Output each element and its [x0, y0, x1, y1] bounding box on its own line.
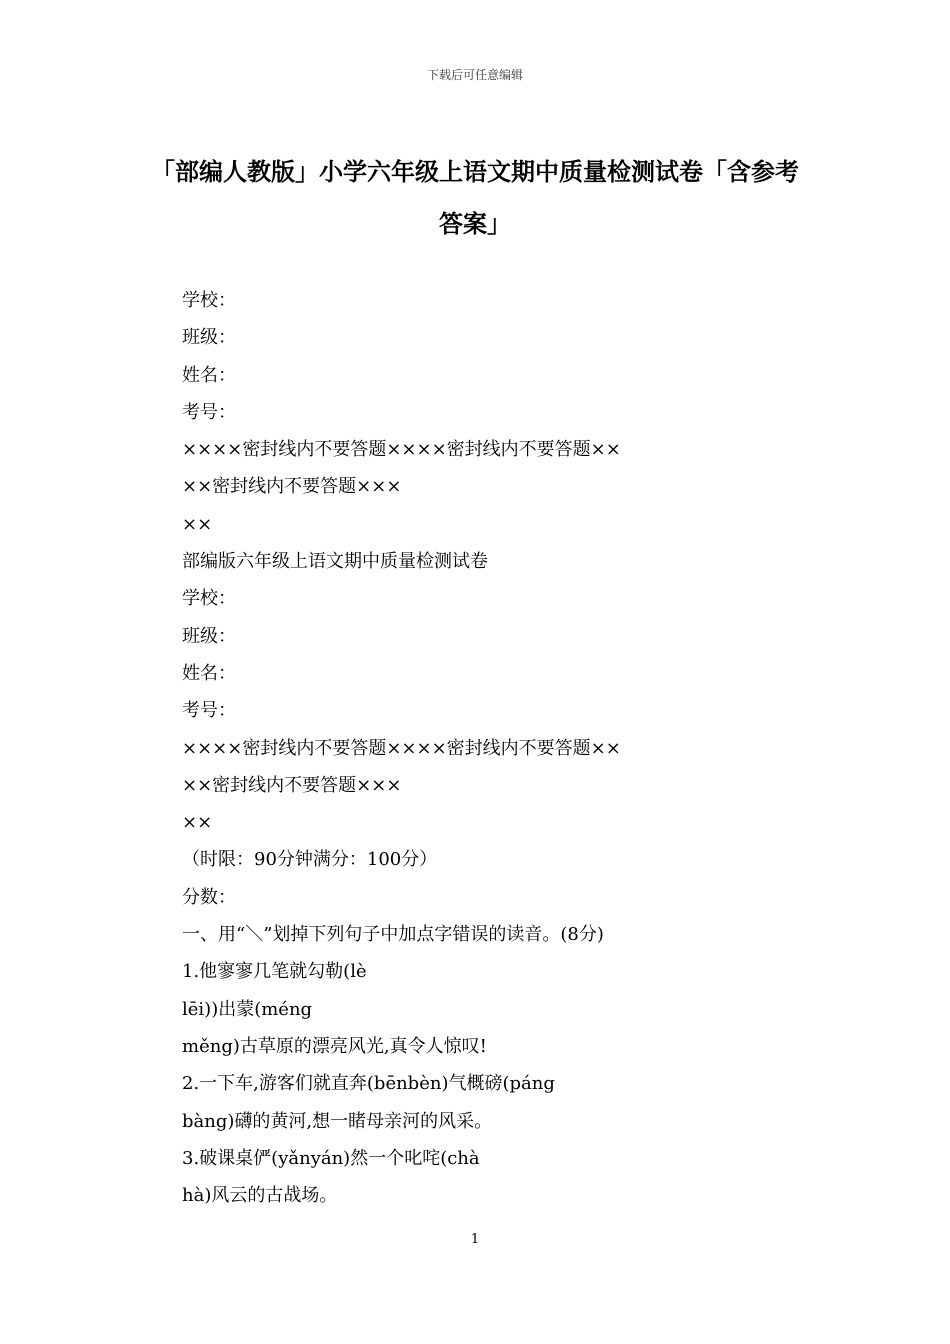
document-title: 「部编人教版」小学六年级上语文期中质量检测试卷「含参考答案」 — [151, 157, 799, 238]
page-number: 1 — [470, 1232, 480, 1247]
body-line: 班级： — [182, 625, 236, 647]
body-line: 学校： — [182, 290, 236, 311]
body-line: 1.他寥寥几笔就勾勒(lè — [182, 961, 367, 983]
document-body — [182, 282, 802, 1214]
body-line: ×× — [182, 513, 213, 535]
header-note: 下载后可任意编辑 — [426, 68, 523, 82]
body-line: ××密封线内不要答题××× — [182, 476, 402, 498]
body-line: 分数： — [182, 886, 236, 908]
body-line: 考号： — [182, 401, 236, 423]
body-line: 学校： — [182, 588, 236, 610]
body-line: bàng)礴的黄河,想一睹母亲河的风采。 — [182, 1110, 493, 1132]
body-line: 2.一下车,游客们就直奔(bēnbèn)气概磅(páng — [182, 1073, 555, 1095]
body-line: ××密封线内不要答题××× — [182, 774, 402, 796]
body-line: 部编版六年级上语文期中质量检测试卷 — [182, 551, 488, 573]
body-line: hà)风云的古战场。 — [182, 1185, 338, 1207]
body-line: ×× — [182, 812, 213, 834]
body-line: 姓名： — [182, 364, 236, 386]
body-line: lēi))出蒙(méng — [182, 998, 313, 1020]
body-line: ××××密封线内不要答题××××密封线内不要答题×× — [182, 737, 621, 759]
body-line: 一、用“＼”划掉下列句子中加点字错误的读音。(8分) — [182, 924, 604, 946]
body-line: 考号： — [182, 700, 236, 722]
body-line: 姓名： — [182, 662, 236, 684]
body-line: （时限：90分钟满分：100分） — [182, 849, 438, 871]
body-line: 班级： — [182, 327, 236, 349]
body-line: 3.破课桌俨(yǎnyán)然一个叱咤(chà — [182, 1147, 480, 1169]
body-line: měng)古草原的漂亮风光,真令人惊叹! — [182, 1035, 487, 1057]
body-line: ××××密封线内不要答题××××密封线内不要答题×× — [182, 439, 621, 461]
